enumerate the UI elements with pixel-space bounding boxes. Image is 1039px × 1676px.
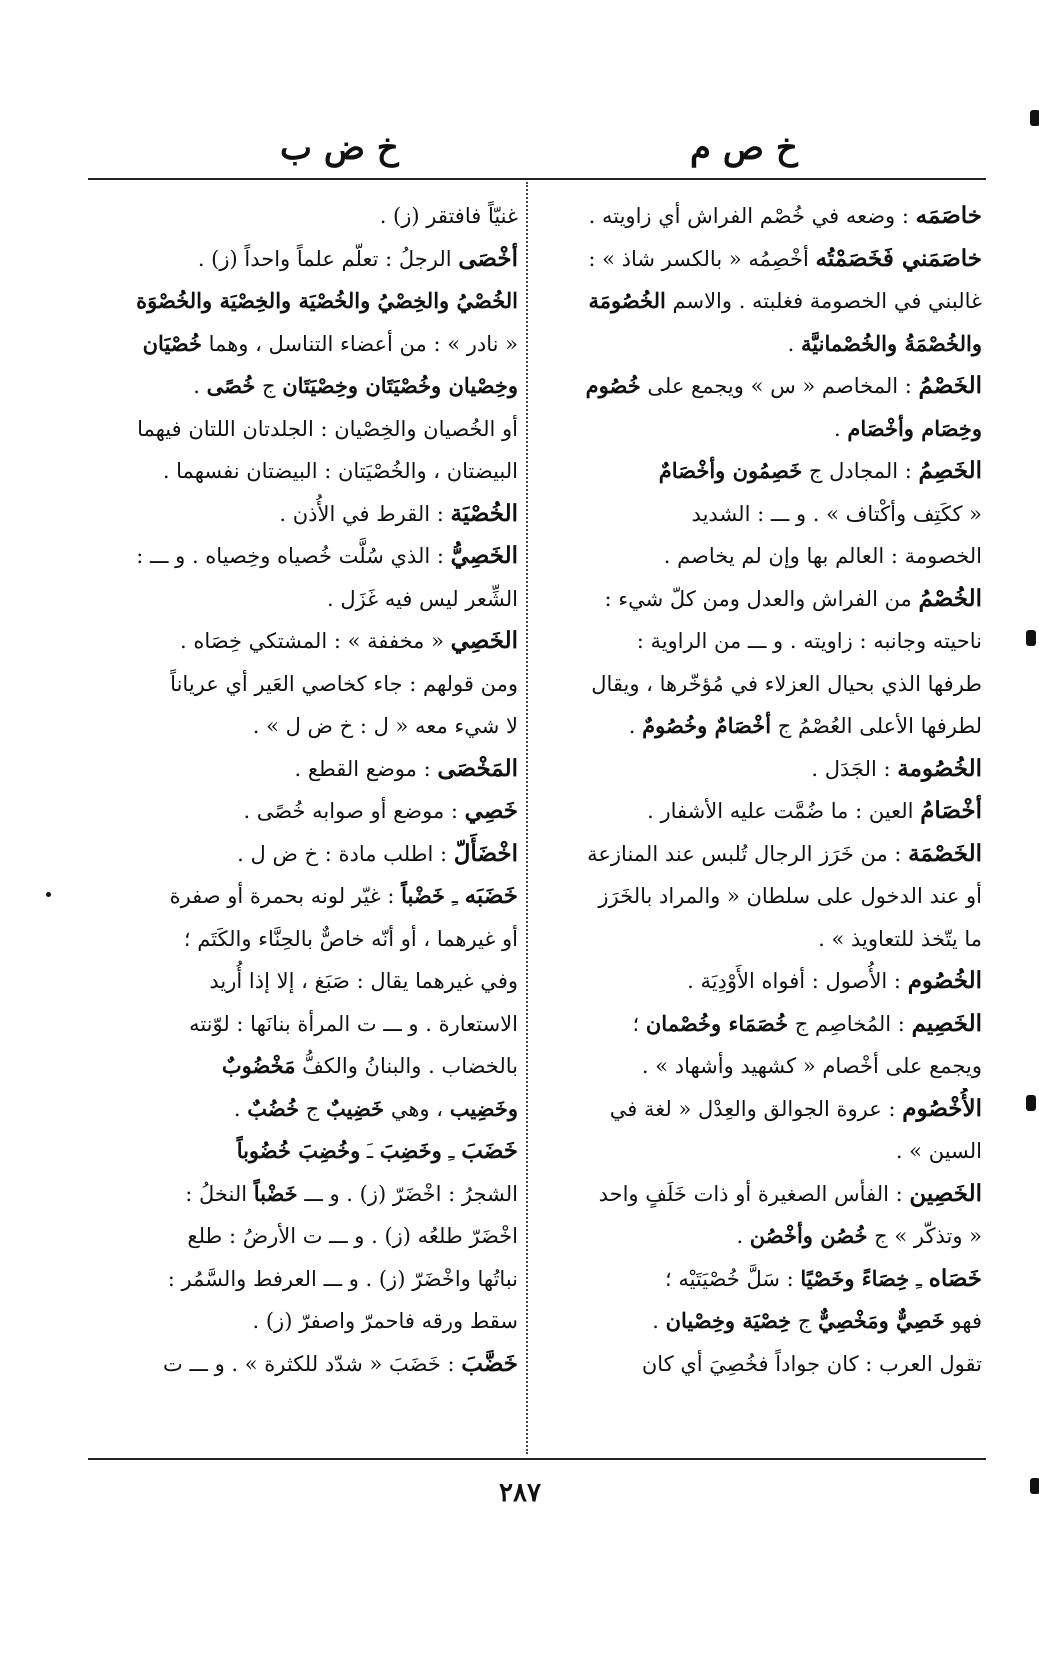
entry-line: [542, 408, 982, 451]
margin-dot: [46, 892, 51, 897]
definition-text: : موضع أو صوابه خُصًى .: [243, 799, 465, 823]
derived-form: خُصًى: [206, 373, 256, 398]
definition-text: نباتُها واخْضَرّ (ز) . و ـــ العرفط والسَّمُر :: [167, 1266, 518, 1291]
entry-line: [88, 578, 518, 621]
definition-text: ـَ: [360, 1139, 380, 1163]
headword: أخْصَامُ: [920, 797, 982, 824]
headword: خاصَمَه: [915, 202, 982, 229]
headword: خَضَبَه: [464, 882, 518, 909]
definition-text: ج: [255, 374, 283, 398]
column-divider: [526, 182, 528, 1454]
definition-text: تقول العرب : كان جواداً فخُصِيَ أي كان: [641, 1351, 982, 1376]
entry-line: [88, 450, 518, 493]
definition-text: ، وهي: [384, 1096, 450, 1121]
entry-line: [88, 323, 518, 366]
headword: خَضَبَ: [461, 1137, 518, 1164]
definition-text: « مخففة » : المشتكي خِصَاه .: [180, 629, 451, 653]
top-rule: [88, 178, 986, 180]
definition-text: : سَلَّ خُصْيَتَيْه ؛: [664, 1266, 801, 1291]
definition-text: ؛: [632, 1011, 646, 1036]
definition-text: : المجادل ج: [802, 459, 919, 483]
definition-text: : موضع القطع .: [294, 756, 438, 781]
headword: أخْصَى: [458, 244, 518, 272]
derived-form: خُصُوم: [585, 373, 641, 398]
entry-line: [542, 833, 982, 876]
headword: الخَصْمَة: [908, 839, 982, 867]
derived-form: مَخْضُوبٌ: [221, 1053, 296, 1078]
headword: خَصَاه: [928, 1264, 982, 1292]
definition-text: : خَضَبَ « شدّد للكثرة » . و ـــ ت: [163, 1351, 462, 1376]
entry-line: [88, 663, 518, 706]
definition-text: أو غيرهما ، أو أنّه خاصٌّ بالحِنَّاء والكَتَم ؛: [183, 926, 518, 951]
entry-line: [88, 748, 518, 791]
entry-line: [88, 1300, 518, 1343]
definition-text: ـِ: [441, 1139, 462, 1163]
derived-form: أخْصَامٌ وخُصُومٌ: [642, 713, 772, 738]
derived-form: وخِصَام وأخْصَام: [847, 415, 982, 441]
bottom-rule: [88, 1458, 986, 1460]
headword: الخَصِي: [450, 627, 518, 654]
entry-line: [542, 790, 982, 833]
definition-text: : الفأس الصغيرة أو ذات خَلَفٍ واحد: [598, 1181, 910, 1206]
definition-text: ناحيته وجانبه : زاويته . و ـــ من الراوية :: [636, 629, 982, 653]
derived-form: خُصْيَان: [142, 330, 202, 356]
entry-line: [88, 365, 518, 408]
margin-mark: [1030, 1478, 1039, 1494]
derived-form: الخُصْيُ والخِصْيُ والخُصْيَة والخِصْيَة والخُصْوَة: [136, 288, 518, 313]
definition-text: أو عند الدخول على سلطان « والمراد بالخَرَز: [598, 884, 982, 908]
definition-text: الرجلُ : تعلّم علماً واحداً (ز) .: [197, 246, 459, 271]
entry-line: [88, 408, 518, 451]
definition-text: لا شيء معه « ل : خ ض ل » .: [252, 714, 518, 738]
entry-line: [88, 960, 518, 1003]
entry-line: [88, 238, 518, 281]
definition-text: وفي غيرهما يقال : صَبَغ ، إلا إذا أُريد: [209, 969, 518, 993]
definition-text: العين : ما ضُمَّت عليه الأشفار .: [647, 799, 921, 823]
entry-line: [88, 1088, 518, 1131]
entry-line: [542, 960, 982, 1003]
entry-line: [88, 620, 518, 663]
entry-line: [542, 1300, 982, 1343]
entry-line: [542, 1045, 982, 1088]
headword: المَخْصَى: [437, 754, 518, 782]
definition-text: : المخاصم « س » ويجمع على: [640, 374, 919, 398]
page-number: ٢٨٧: [499, 1478, 541, 1508]
definition-text: ما يتّخذ للتعاويذ » .: [818, 926, 982, 951]
entry-line: [542, 195, 982, 238]
entry-line: [542, 918, 982, 961]
entry-line: [88, 1003, 518, 1046]
margin-mark: [1026, 630, 1036, 646]
entry-line: [88, 1258, 518, 1301]
headword: الخَصِين: [909, 1179, 982, 1207]
headword: الخَصِمُ: [918, 457, 982, 484]
definition-text: ومن قولهم : جاء كخاصي العَير أي عرياناً: [170, 671, 518, 696]
definition-text: .: [736, 1224, 750, 1248]
derived-form: وخَضِيب: [449, 1095, 518, 1121]
definition-text: ـِ: [909, 1266, 929, 1291]
entry-line: [542, 875, 982, 918]
entry-line: [542, 493, 982, 536]
definition-text: « وتذكّر » ج: [867, 1224, 982, 1248]
entry-line: [88, 918, 518, 961]
entry-line: [542, 1343, 982, 1386]
definition-text: « نادر » : من أعضاء التناسل ، وهما: [201, 331, 518, 356]
entry-line: [88, 195, 518, 238]
entry-line: [542, 365, 982, 408]
definition-text: « ككَتِف وأكْتاف » . و ـــ : الشديد: [691, 501, 982, 526]
derived-form: وخَضِبَ: [379, 1138, 442, 1163]
definition-text: غنيّاً فافتقر (ز) .: [379, 204, 518, 228]
definition-text: : الجَدَل .: [811, 756, 898, 781]
derived-form: الخُصُومَة: [588, 288, 666, 313]
definition-text: : اطلب مادة : خ ض ل .: [237, 841, 454, 866]
entry-line: [88, 833, 518, 876]
definition-text: ـِ: [445, 884, 465, 908]
entry-line: [88, 705, 518, 748]
definition-text: الخصومة : العالم بها وإن لم يخاصم .: [663, 544, 982, 568]
entry-line: [542, 1215, 982, 1258]
derived-form: وخِصْيان وخُصْيَتَان وخِصْيَتَان: [282, 373, 518, 398]
derived-form: خُصُن وأخْصُن: [749, 1223, 868, 1248]
left-column: [88, 195, 518, 1450]
derived-form: خَضِيبٌ: [326, 1095, 385, 1121]
entry-line: [542, 1173, 982, 1216]
derived-form: خَضْباً: [401, 883, 446, 908]
derived-form: خُصَمَاء وخُصْمان: [645, 1010, 789, 1036]
entry-line: [542, 1003, 982, 1046]
definition-text: لطرفها الأعلى العُصْمُ ج: [771, 714, 982, 738]
entry-line: [542, 535, 982, 578]
headword: الخُصُومة: [897, 754, 982, 782]
headword: الخَصِيُّ: [450, 542, 518, 569]
definition-text: بالخضاب . والبنانُ والكفُّ: [295, 1054, 518, 1078]
definition-text: البيضتان ، والخُصْيَتان : البيضتان نفسهما .: [162, 459, 518, 483]
headword: خاصَمَني فَخَصَمْتُه: [815, 244, 982, 272]
derived-form: والخُصْمَةُ والخُصْمانيَّة: [801, 330, 982, 356]
definition-text: : عروة الجوالق والعِدْل « لغة في: [609, 1096, 903, 1121]
entry-line: [542, 705, 982, 748]
definition-text: فهو: [944, 1309, 982, 1333]
definition-text: .: [233, 1096, 248, 1121]
entry-line: [88, 790, 518, 833]
definition-text: .: [193, 374, 207, 398]
definition-text: أو الخُصيان والخِصْيان : الجلدتان اللتان فيهما: [137, 416, 518, 441]
entry-line: [88, 493, 518, 536]
entry-line: [88, 1045, 518, 1088]
entry-line: [542, 1088, 982, 1131]
definition-text: الاستعارة . و ـــ ت المرأة بنانَها : لوّنته: [189, 1011, 518, 1036]
entry-line: [542, 1258, 982, 1301]
derived-form: وخُضِبَ خُضُوباً: [236, 1138, 361, 1163]
entry-line: [88, 1173, 518, 1216]
definition-text: من الفراش والعدل ومن كلّ شيء :: [604, 586, 919, 611]
entry-line: [88, 280, 518, 323]
left-column-root-header: خ ض ب: [280, 128, 399, 168]
headword: اخْضَأَلّ: [453, 839, 518, 867]
entry-line: [88, 1343, 518, 1386]
definition-text: الشِّعر ليس فيه غَزَل .: [326, 586, 518, 611]
headword: الأُخْصُوم: [902, 1094, 982, 1122]
headword: الخُصُوم: [907, 967, 982, 994]
definition-text: : المُخاصِم ج: [788, 1011, 912, 1036]
headword: الخَصِيم: [911, 1009, 982, 1037]
headword: خَضَّبَ: [461, 1349, 518, 1377]
headword: خَصِي: [464, 797, 518, 824]
definition-text: : من خَرَز الرجال تُلبس عند المنازعة: [587, 841, 909, 866]
entry-line: [542, 280, 982, 323]
derived-form: خِصَاءً وخَصْيًا: [800, 1265, 910, 1291]
definition-text: .: [787, 331, 802, 356]
definition-text: الشجرُ : اخْضَرّ (ز) . و ـــ: [297, 1181, 518, 1206]
entry-line: [542, 748, 982, 791]
entry-line: [88, 535, 518, 578]
definition-text: : الأُصول : أفواه الأَوْدِيَة .: [687, 969, 908, 993]
definition-text: سقط ورقه فاحمرّ واصفرّ (ز) .: [252, 1309, 518, 1333]
definition-text: .: [652, 1309, 666, 1333]
definition-text: .: [628, 714, 643, 738]
entry-line: [542, 663, 982, 706]
margin-mark: [1026, 1095, 1036, 1111]
derived-form: خِصْيَة وخِصْيان: [665, 1308, 792, 1333]
headword: الخُصْمُ: [918, 584, 982, 612]
right-column: [542, 195, 982, 1450]
entry-line: [542, 323, 982, 366]
derived-form: خَصِيٌّ ومَخْصِيٌّ: [818, 1308, 945, 1333]
definition-text: ج: [791, 1309, 819, 1333]
definition-text: السين » .: [895, 1139, 982, 1163]
definition-text: النخلُ :: [185, 1181, 254, 1206]
right-column-root-header: خ ص م: [690, 128, 798, 168]
definition-text: : وضعه في خُصْم الفراش أي زاويته .: [588, 204, 916, 228]
definition-text: ويجمع على أخْصام « كشهيد وأشهاد » .: [641, 1054, 982, 1078]
margin-mark: [1030, 110, 1039, 126]
headword: الخُصْيَة: [450, 499, 518, 527]
entry-line: [88, 1215, 518, 1258]
definition-text: : القرط في الأُذن .: [279, 501, 451, 526]
definition-text: أخْصِمُه « بالكسر شاذ » :: [588, 246, 816, 271]
entry-line: [542, 450, 982, 493]
headword: الخَصْمُ: [918, 372, 982, 399]
derived-form: خَصِمُون وأخْصَامٌ: [658, 458, 803, 483]
definition-text: طرفها الذي بحيال العزلاء في مُؤخّرها ، ويقال: [591, 671, 982, 696]
definition-text: : غيّر لونه بحمرة أو صفرة: [169, 884, 402, 908]
definition-text: : الذي سُلَّت خُصياه وخِصياه . و ـــ :: [136, 544, 451, 568]
derived-form: خَضْباً: [253, 1180, 298, 1206]
entry-line: [542, 578, 982, 621]
entry-line: [542, 238, 982, 281]
entry-line: [88, 1130, 518, 1173]
entry-line: [542, 1130, 982, 1173]
definition-text: ج: [299, 1096, 327, 1121]
derived-form: خُضُبٌ: [247, 1095, 300, 1121]
entry-line: [542, 620, 982, 663]
definition-text: غالبني في الخصومة فغلبته . والاسم: [665, 289, 982, 313]
entry-line: [88, 875, 518, 918]
definition-text: .: [834, 416, 848, 441]
definition-text: اخْضَرّ طلعُه (ز) . و ـــ ت الأرضُ : طلع: [187, 1224, 518, 1248]
